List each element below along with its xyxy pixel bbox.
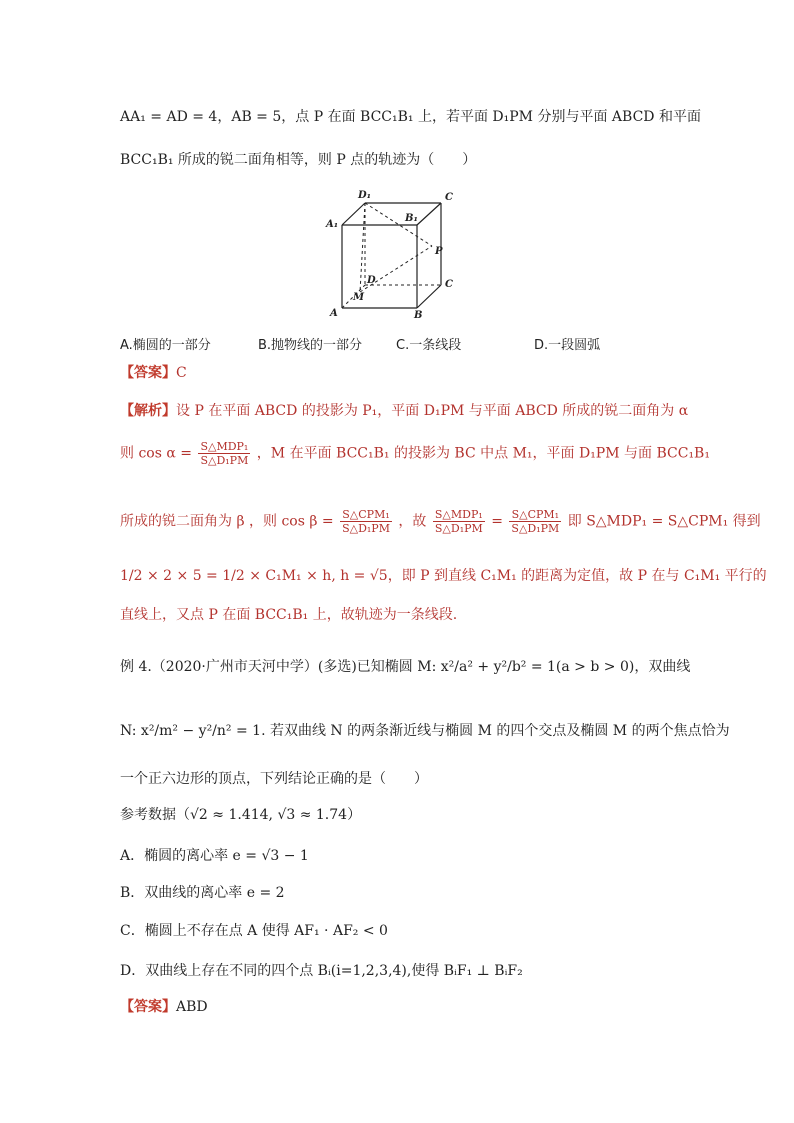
answer-1-tag: 【答案】 — [120, 365, 176, 381]
example4-line-2: N: x²/m² − y²/n² = 1. 若双曲线 N 的两条渐近线与椭圆 M 的四个交点及椭圆 M 的两个焦点恰为 — [120, 723, 730, 739]
analysis-line-2 — [120, 440, 710, 467]
example4-option-c: C．椭圆上不存在点 A 使得 AF₁ · AF₂ < 0 — [120, 923, 388, 939]
edge-B-Cb — [417, 285, 441, 308]
analysis-l3-eq: = — [491, 513, 503, 530]
fraction-cos-alpha — [198, 440, 250, 467]
label-B: B — [414, 310, 423, 321]
frac-num: S△MDP₁ — [200, 440, 249, 453]
analysis-line-1 — [120, 402, 688, 420]
frac-den: S△D₁PM — [434, 522, 483, 535]
answer-1-value: C — [176, 365, 187, 381]
answer-2-value: ABD — [176, 999, 208, 1015]
example4-line-3: 一个正六边形的顶点，下列结论正确的是（ ） — [120, 771, 428, 787]
label-A: A — [330, 308, 338, 319]
frac-num: S△CPM₁ — [509, 508, 561, 522]
fraction-ratio-2 — [509, 508, 561, 535]
problem-line-2: BCC₁B₁ 所成的锐二面角相等，则 P 点的轨迹为（ ） — [120, 152, 477, 168]
example4-option-a: A．椭圆的离心率 e = √3 − 1 — [120, 848, 309, 864]
frac-num: S△MDP₁ — [434, 508, 483, 521]
edge-A1-D1 — [342, 203, 365, 225]
edge-C-frontTR — [417, 203, 441, 225]
frac-den: S△D₁PM — [200, 454, 249, 467]
frac-den: S△D₁PM — [511, 522, 560, 535]
fraction-cos-beta — [340, 508, 392, 535]
analysis-line-5: 直线上，又点 P 在面 BCC₁B₁ 上，故轨迹为一条线段. — [120, 607, 458, 623]
fraction-ratio-1 — [433, 508, 485, 535]
example4-option-d: D．双曲线上存在不同的四个点 Bᵢ(i=1,2,3,4),使得 BᵢF₁ ⊥ BᵢF₂ — [120, 963, 523, 979]
example4-line-1: 例 4.（2020·广州市天河中学）(多选)已知椭圆 M: x²/a² + y²/b² = 1(a > b > 0)，双曲线 — [120, 659, 691, 675]
option-d: D.一段圆弧 — [534, 338, 601, 353]
frac-den: S△D₁PM — [342, 522, 390, 535]
frac-num: S△CPM₁ — [340, 508, 392, 522]
analysis-text-1: 设 P 在平面 ABCD 的投影为 P₁，平面 D₁PM 与平面 ABCD 所成的锐二面角为 α — [176, 403, 689, 419]
analysis-line-3 — [120, 508, 761, 535]
analysis-l2-pre: 则 cos α = — [120, 445, 192, 462]
hidden-D1-M — [360, 203, 365, 292]
option-a: A.椭圆的一部分 — [120, 338, 211, 353]
analysis-l3-mid: ，故 — [398, 513, 427, 530]
analysis-l3-post: 即 S△MDP₁ = S△CPM₁ 得到 — [567, 513, 761, 530]
answer-2 — [120, 998, 208, 1016]
answer-2-tag: 【答案】 — [120, 999, 176, 1015]
analysis-l3-pre: 所成的锐二面角为 β ，则 cos β = — [120, 513, 334, 530]
answer-1 — [120, 364, 187, 382]
label-D1: D₁ — [358, 190, 372, 201]
label-C-bottom: C — [445, 279, 453, 290]
option-b: B.抛物线的一部分 — [258, 338, 363, 353]
label-C-top: C — [445, 192, 453, 203]
analysis-tag: 【解析】 — [120, 403, 176, 419]
example4-line-4: 参考数据（√2 ≈ 1.414, √3 ≈ 1.74） — [120, 807, 362, 823]
analysis-line-4: 1/2 × 2 × 5 = 1/2 × C₁M₁ × h, h = √5，即 P 到直线 C₁M₁ 的距离为定值，故 P 在与 C₁M₁ 平行的 — [120, 568, 767, 584]
label-A1: A₁ — [326, 219, 339, 230]
analysis-l2-post: ，M 在平面 BCC₁B₁ 的投影为 BC 中点 M₁，平面 D₁PM 与面 BCC₁B₁ — [256, 445, 710, 462]
example4-option-b: B．双曲线的离心率 e = 2 — [120, 885, 285, 901]
option-c: C.一条线段 — [396, 338, 462, 353]
label-B1: B₁ — [405, 213, 418, 224]
label-M: M — [353, 292, 365, 303]
label-D: D — [367, 275, 376, 286]
label-P: P — [435, 246, 443, 257]
problem-line-1: AA₁ = AD = 4，AB = 5，点 P 在面 BCC₁B₁ 上，若平面 D₁PM 分别与平面 ABCD 和平面 — [120, 109, 701, 125]
